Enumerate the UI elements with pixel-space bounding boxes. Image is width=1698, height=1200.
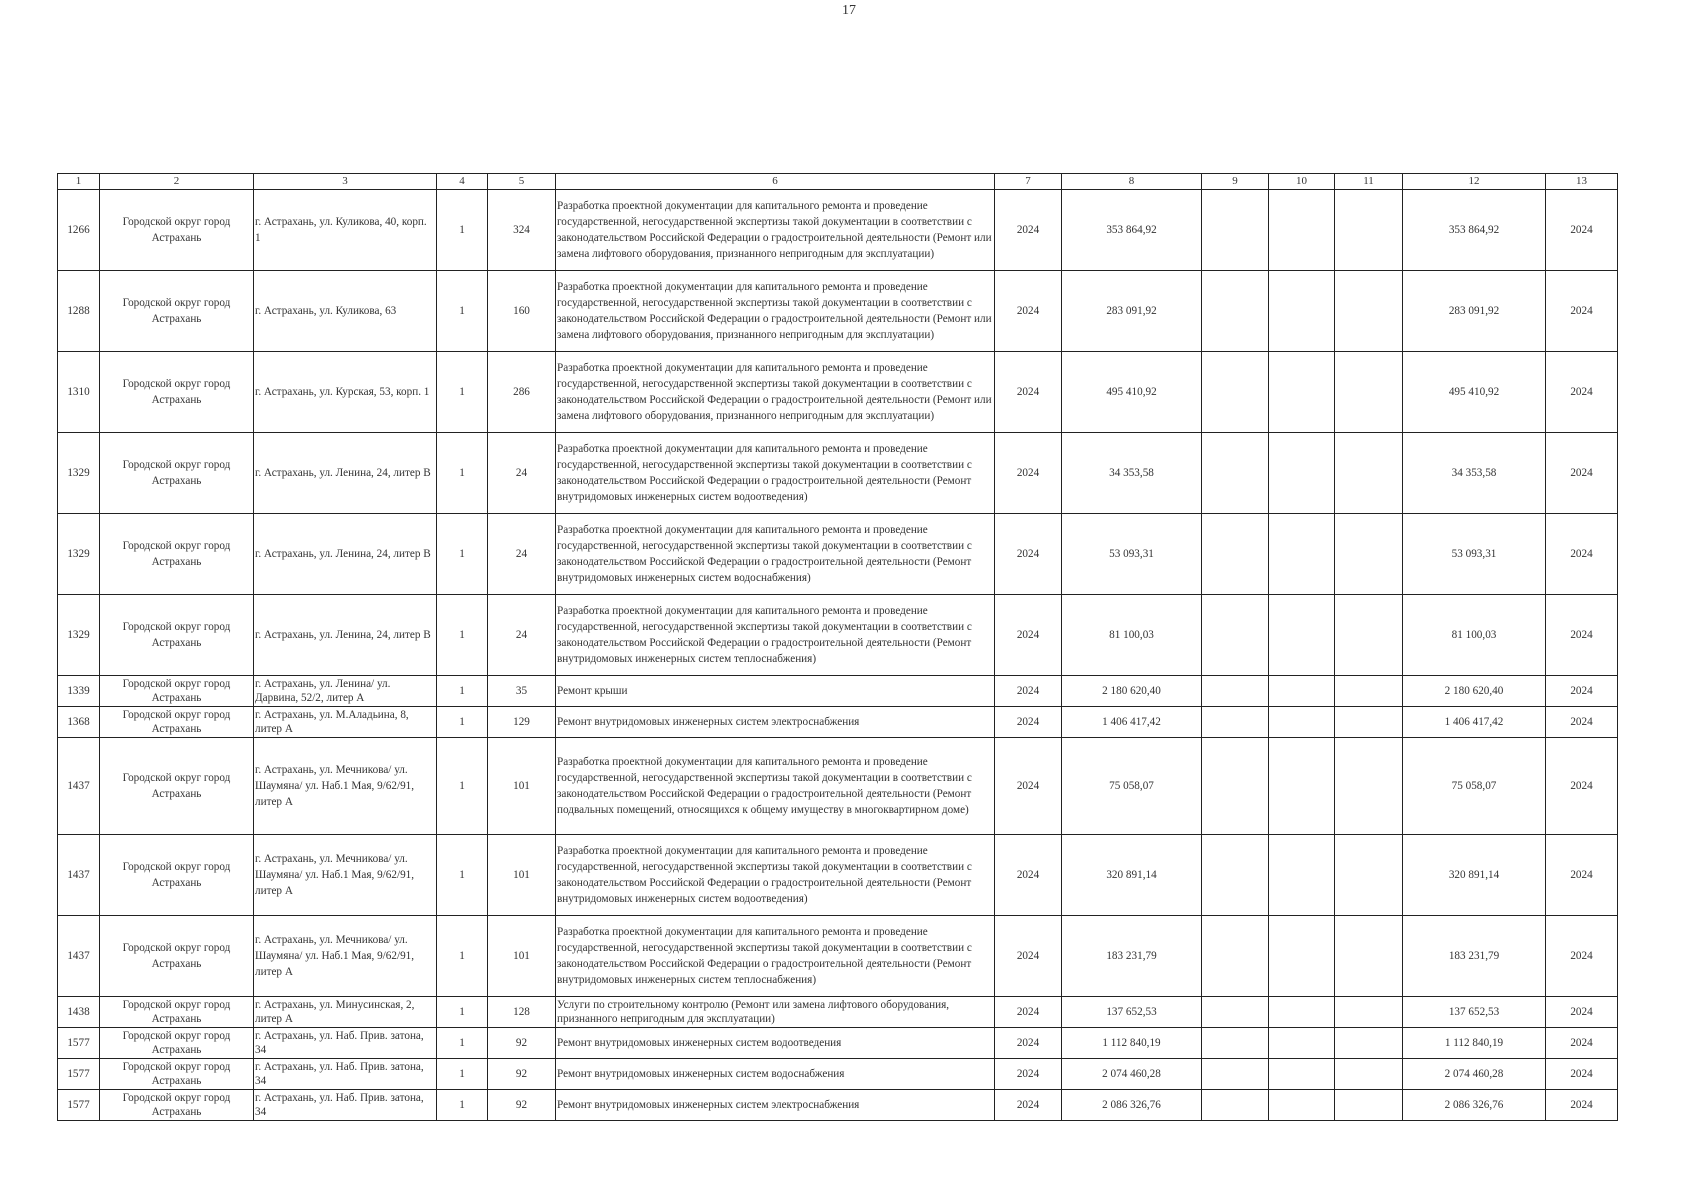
cell-capital-repair-fund: 137 652,53 xyxy=(1403,997,1546,1028)
cell-year: 2024 xyxy=(995,514,1062,595)
cell-completion-year: 2024 xyxy=(1546,1090,1618,1121)
cell-year: 2024 xyxy=(995,997,1062,1028)
cell-fund-a xyxy=(1202,433,1269,514)
table-row xyxy=(58,190,1618,271)
cell-address: г. Астрахань, ул. Наб. Прив. затона, 34 xyxy=(254,1028,437,1059)
cell-total-cost: 283 091,92 xyxy=(1062,271,1202,352)
cell-address: г. Астрахань, ул. Курская, 53, корп. 1 xyxy=(254,352,437,433)
cell-address: г. Астрахань, ул. Ленина, 24, литер В xyxy=(254,433,437,514)
cell-year: 2024 xyxy=(995,271,1062,352)
cell-total-cost: 183 231,79 xyxy=(1062,916,1202,997)
cell-municipality: Городской округ город Астрахань xyxy=(100,676,254,707)
cell-work-type: Разработка проектной документации для капитального ремонта и проведение государственной, негосударственной экспертизы такой документации в соответствии с законодательством Российской Федерации о градостроительной деятельности (Ремонт внутридомовых инженерных систем теплоснабжения) xyxy=(556,916,995,997)
cell-fund-c xyxy=(1335,1059,1403,1090)
cell-count: 1 xyxy=(437,352,488,433)
cell-work-type: Ремонт внутридомовых инженерных систем водоснабжения xyxy=(556,1059,995,1090)
cell-area: 101 xyxy=(488,916,556,997)
table-row xyxy=(58,707,1618,738)
cell-municipality: Городской округ город Астрахань xyxy=(100,916,254,997)
cell-total-cost: 81 100,03 xyxy=(1062,595,1202,676)
cell-fund-a xyxy=(1202,514,1269,595)
cell-count: 1 xyxy=(437,1059,488,1090)
cell-total-cost: 2 074 460,28 xyxy=(1062,1059,1202,1090)
cell-completion-year: 2024 xyxy=(1546,835,1618,916)
cell-work-type: Ремонт крыши xyxy=(556,676,995,707)
cell-area: 128 xyxy=(488,997,556,1028)
cell-municipality: Городской округ город Астрахань xyxy=(100,707,254,738)
cell-capital-repair-fund: 353 864,92 xyxy=(1403,190,1546,271)
cell-fund-a xyxy=(1202,707,1269,738)
cell-fund-a xyxy=(1202,676,1269,707)
cell-count: 1 xyxy=(437,1028,488,1059)
column-number: 9 xyxy=(1202,174,1269,190)
cell-count: 1 xyxy=(437,738,488,835)
cell-fund-a xyxy=(1202,916,1269,997)
cell-address: г. Астрахань, ул. Мечникова/ ул. Шаумяна/ ул. Наб.1 Мая, 9/62/91, литер А xyxy=(254,738,437,835)
column-number: 7 xyxy=(995,174,1062,190)
cell-completion-year: 2024 xyxy=(1546,916,1618,997)
cell-completion-year: 2024 xyxy=(1546,1059,1618,1090)
column-number: 13 xyxy=(1546,174,1618,190)
cell-capital-repair-fund: 75 058,07 xyxy=(1403,738,1546,835)
cell-address: г. Астрахань, ул. Ленина, 24, литер В xyxy=(254,595,437,676)
cell-address: г. Астрахань, ул. Мечникова/ ул. Шаумяна/ ул. Наб.1 Мая, 9/62/91, литер А xyxy=(254,916,437,997)
cell-area: 92 xyxy=(488,1090,556,1121)
cell-row-number: 1288 xyxy=(58,271,100,352)
cell-total-cost: 34 353,58 xyxy=(1062,433,1202,514)
cell-municipality: Городской округ город Астрахань xyxy=(100,190,254,271)
cell-completion-year: 2024 xyxy=(1546,190,1618,271)
cell-capital-repair-fund: 34 353,58 xyxy=(1403,433,1546,514)
column-number: 12 xyxy=(1403,174,1546,190)
cell-row-number: 1438 xyxy=(58,997,100,1028)
cell-total-cost: 2 180 620,40 xyxy=(1062,676,1202,707)
cell-work-type: Услуги по строительному контролю (Ремонт или замена лифтового оборудования, признанного непригодным для эксплуатации) xyxy=(556,997,995,1028)
repair-program-table xyxy=(57,173,1618,1121)
cell-work-type: Ремонт внутридомовых инженерных систем электроснабжения xyxy=(556,707,995,738)
cell-year: 2024 xyxy=(995,595,1062,676)
cell-fund-b xyxy=(1269,676,1335,707)
cell-municipality: Городской округ город Астрахань xyxy=(100,1059,254,1090)
cell-fund-b xyxy=(1269,835,1335,916)
cell-area: 324 xyxy=(488,190,556,271)
cell-completion-year: 2024 xyxy=(1546,352,1618,433)
column-number-row xyxy=(58,174,1618,190)
cell-fund-c xyxy=(1335,676,1403,707)
cell-count: 1 xyxy=(437,190,488,271)
cell-fund-a xyxy=(1202,352,1269,433)
cell-count: 1 xyxy=(437,433,488,514)
page-number: 17 xyxy=(842,3,856,18)
cell-area: 24 xyxy=(488,595,556,676)
cell-address: г. Астрахань, ул. Мечникова/ ул. Шаумяна/ ул. Наб.1 Мая, 9/62/91, литер А xyxy=(254,835,437,916)
cell-fund-c xyxy=(1335,707,1403,738)
cell-municipality: Городской округ город Астрахань xyxy=(100,1028,254,1059)
cell-fund-a xyxy=(1202,1028,1269,1059)
column-number: 8 xyxy=(1062,174,1202,190)
table-row xyxy=(58,1090,1618,1121)
cell-year: 2024 xyxy=(995,352,1062,433)
cell-area: 92 xyxy=(488,1028,556,1059)
cell-total-cost: 75 058,07 xyxy=(1062,738,1202,835)
cell-fund-a xyxy=(1202,1090,1269,1121)
cell-capital-repair-fund: 283 091,92 xyxy=(1403,271,1546,352)
cell-municipality: Городской округ город Астрахань xyxy=(100,738,254,835)
column-number: 3 xyxy=(254,174,437,190)
cell-fund-a xyxy=(1202,738,1269,835)
cell-municipality: Городской округ город Астрахань xyxy=(100,1090,254,1121)
table-row xyxy=(58,1028,1618,1059)
column-number: 11 xyxy=(1335,174,1403,190)
table-row xyxy=(58,997,1618,1028)
cell-fund-c xyxy=(1335,738,1403,835)
cell-capital-repair-fund: 2 074 460,28 xyxy=(1403,1059,1546,1090)
cell-total-cost: 137 652,53 xyxy=(1062,997,1202,1028)
column-number: 1 xyxy=(58,174,100,190)
table-row xyxy=(58,595,1618,676)
table-row xyxy=(58,433,1618,514)
cell-municipality: Городской округ город Астрахань xyxy=(100,433,254,514)
cell-fund-c xyxy=(1335,835,1403,916)
cell-fund-c xyxy=(1335,271,1403,352)
cell-fund-a xyxy=(1202,595,1269,676)
cell-total-cost: 495 410,92 xyxy=(1062,352,1202,433)
cell-fund-a xyxy=(1202,271,1269,352)
cell-fund-b xyxy=(1269,1059,1335,1090)
cell-address: г. Астрахань, ул. Ленина/ ул. Дарвина, 52/2, литер А xyxy=(254,676,437,707)
cell-year: 2024 xyxy=(995,916,1062,997)
cell-municipality: Городской округ город Астрахань xyxy=(100,997,254,1028)
cell-area: 101 xyxy=(488,835,556,916)
table-row xyxy=(58,514,1618,595)
cell-completion-year: 2024 xyxy=(1546,433,1618,514)
cell-fund-a xyxy=(1202,1059,1269,1090)
cell-work-type: Ремонт внутридомовых инженерных систем водоотведения xyxy=(556,1028,995,1059)
cell-fund-c xyxy=(1335,514,1403,595)
cell-area: 286 xyxy=(488,352,556,433)
cell-row-number: 1310 xyxy=(58,352,100,433)
cell-capital-repair-fund: 1 406 417,42 xyxy=(1403,707,1546,738)
cell-completion-year: 2024 xyxy=(1546,271,1618,352)
cell-row-number: 1339 xyxy=(58,676,100,707)
cell-capital-repair-fund: 1 112 840,19 xyxy=(1403,1028,1546,1059)
cell-fund-b xyxy=(1269,707,1335,738)
cell-municipality: Городской округ город Астрахань xyxy=(100,835,254,916)
cell-count: 1 xyxy=(437,595,488,676)
cell-fund-b xyxy=(1269,433,1335,514)
cell-capital-repair-fund: 81 100,03 xyxy=(1403,595,1546,676)
cell-fund-b xyxy=(1269,997,1335,1028)
cell-total-cost: 320 891,14 xyxy=(1062,835,1202,916)
cell-count: 1 xyxy=(437,997,488,1028)
cell-fund-a xyxy=(1202,835,1269,916)
cell-total-cost: 2 086 326,76 xyxy=(1062,1090,1202,1121)
cell-count: 1 xyxy=(437,1090,488,1121)
table-row xyxy=(58,271,1618,352)
cell-fund-a xyxy=(1202,997,1269,1028)
cell-completion-year: 2024 xyxy=(1546,676,1618,707)
cell-municipality: Городской округ город Астрахань xyxy=(100,352,254,433)
cell-count: 1 xyxy=(437,271,488,352)
cell-municipality: Городской округ город Астрахань xyxy=(100,271,254,352)
cell-address: г. Астрахань, ул. Куликова, 40, корп. 1 xyxy=(254,190,437,271)
cell-count: 1 xyxy=(437,676,488,707)
cell-row-number: 1577 xyxy=(58,1059,100,1090)
cell-fund-c xyxy=(1335,433,1403,514)
cell-completion-year: 2024 xyxy=(1546,514,1618,595)
cell-fund-b xyxy=(1269,1028,1335,1059)
cell-row-number: 1577 xyxy=(58,1028,100,1059)
cell-year: 2024 xyxy=(995,676,1062,707)
cell-fund-c xyxy=(1335,1090,1403,1121)
cell-count: 1 xyxy=(437,835,488,916)
cell-municipality: Городской округ город Астрахань xyxy=(100,514,254,595)
cell-capital-repair-fund: 183 231,79 xyxy=(1403,916,1546,997)
cell-fund-b xyxy=(1269,514,1335,595)
table-row xyxy=(58,1059,1618,1090)
cell-work-type: Разработка проектной документации для капитального ремонта и проведение государственной, негосударственной экспертизы такой документации в соответствии с законодательством Российской Федерации о градостроительной деятельности (Ремонт внутридомовых инженерных систем водоснабжения) xyxy=(556,514,995,595)
table-row xyxy=(58,738,1618,835)
cell-fund-c xyxy=(1335,997,1403,1028)
cell-work-type: Ремонт внутридомовых инженерных систем электроснабжения xyxy=(556,1090,995,1121)
cell-area: 101 xyxy=(488,738,556,835)
cell-row-number: 1437 xyxy=(58,835,100,916)
cell-row-number: 1437 xyxy=(58,916,100,997)
cell-work-type: Разработка проектной документации для капитального ремонта и проведение государственной, негосударственной экспертизы такой документации в соответствии с законодательством Российской Федерации о градостроительной деятельности (Ремонт или замена лифтового оборудования, признанного непригодным для эксплуатации) xyxy=(556,352,995,433)
cell-capital-repair-fund: 495 410,92 xyxy=(1403,352,1546,433)
cell-row-number: 1437 xyxy=(58,738,100,835)
cell-address: г. Астрахань, ул. Наб. Прив. затона, 34 xyxy=(254,1090,437,1121)
cell-area: 129 xyxy=(488,707,556,738)
cell-work-type: Разработка проектной документации для капитального ремонта и проведение государственной, негосударственной экспертизы такой документации в соответствии с законодательством Российской Федерации о градостроительной деятельности (Ремонт внутридомовых инженерных систем теплоснабжения) xyxy=(556,595,995,676)
cell-fund-a xyxy=(1202,190,1269,271)
cell-capital-repair-fund: 2 086 326,76 xyxy=(1403,1090,1546,1121)
cell-year: 2024 xyxy=(995,1028,1062,1059)
cell-address: г. Астрахань, ул. М.Аладьина, 8, литер А xyxy=(254,707,437,738)
cell-fund-b xyxy=(1269,352,1335,433)
cell-area: 35 xyxy=(488,676,556,707)
cell-row-number: 1266 xyxy=(58,190,100,271)
cell-fund-b xyxy=(1269,1090,1335,1121)
cell-count: 1 xyxy=(437,514,488,595)
cell-area: 24 xyxy=(488,433,556,514)
cell-fund-b xyxy=(1269,190,1335,271)
cell-year: 2024 xyxy=(995,433,1062,514)
cell-address: г. Астрахань, ул. Ленина, 24, литер В xyxy=(254,514,437,595)
cell-fund-c xyxy=(1335,190,1403,271)
cell-fund-b xyxy=(1269,271,1335,352)
column-number: 4 xyxy=(437,174,488,190)
cell-fund-c xyxy=(1335,352,1403,433)
table-row xyxy=(58,916,1618,997)
cell-municipality: Городской округ город Астрахань xyxy=(100,595,254,676)
table-row xyxy=(58,352,1618,433)
cell-total-cost: 53 093,31 xyxy=(1062,514,1202,595)
cell-row-number: 1329 xyxy=(58,433,100,514)
cell-work-type: Разработка проектной документации для капитального ремонта и проведение государственной, негосударственной экспертизы такой документации в соответствии с законодательством Российской Федерации о градостроительной деятельности (Ремонт подвальных помещений, относящихся к общему имуществу в многоквартирном доме) xyxy=(556,738,995,835)
cell-fund-c xyxy=(1335,916,1403,997)
cell-work-type: Разработка проектной документации для капитального ремонта и проведение государственной, негосударственной экспертизы такой документации в соответствии с законодательством Российской Федерации о градостроительной деятельности (Ремонт или замена лифтового оборудования, признанного непригодным для эксплуатации) xyxy=(556,190,995,271)
cell-completion-year: 2024 xyxy=(1546,707,1618,738)
cell-year: 2024 xyxy=(995,190,1062,271)
table-row xyxy=(58,676,1618,707)
column-number: 10 xyxy=(1269,174,1335,190)
cell-row-number: 1329 xyxy=(58,514,100,595)
cell-row-number: 1368 xyxy=(58,707,100,738)
cell-completion-year: 2024 xyxy=(1546,738,1618,835)
cell-total-cost: 1 406 417,42 xyxy=(1062,707,1202,738)
cell-total-cost: 1 112 840,19 xyxy=(1062,1028,1202,1059)
table-row xyxy=(58,835,1618,916)
cell-address: г. Астрахань, ул. Куликова, 63 xyxy=(254,271,437,352)
cell-capital-repair-fund: 2 180 620,40 xyxy=(1403,676,1546,707)
cell-work-type: Разработка проектной документации для капитального ремонта и проведение государственной, негосударственной экспертизы такой документации в соответствии с законодательством Российской Федерации о градостроительной деятельности (Ремонт внутридомовых инженерных систем водоотведения) xyxy=(556,433,995,514)
cell-count: 1 xyxy=(437,916,488,997)
cell-work-type: Разработка проектной документации для капитального ремонта и проведение государственной, негосударственной экспертизы такой документации в соответствии с законодательством Российской Федерации о градостроительной деятельности (Ремонт внутридомовых инженерных систем водоотведения) xyxy=(556,835,995,916)
cell-capital-repair-fund: 320 891,14 xyxy=(1403,835,1546,916)
cell-area: 92 xyxy=(488,1059,556,1090)
column-number: 6 xyxy=(556,174,995,190)
cell-row-number: 1577 xyxy=(58,1090,100,1121)
cell-work-type: Разработка проектной документации для капитального ремонта и проведение государственной, негосударственной экспертизы такой документации в соответствии с законодательством Российской Федерации о градостроительной деятельности (Ремонт или замена лифтового оборудования, признанного непригодным для эксплуатации) xyxy=(556,271,995,352)
cell-completion-year: 2024 xyxy=(1546,997,1618,1028)
cell-fund-b xyxy=(1269,916,1335,997)
cell-year: 2024 xyxy=(995,835,1062,916)
cell-address: г. Астрахань, ул. Наб. Прив. затона, 34 xyxy=(254,1059,437,1090)
column-number: 2 xyxy=(100,174,254,190)
cell-address: г. Астрахань, ул. Минусинская, 2, литер А xyxy=(254,997,437,1028)
cell-year: 2024 xyxy=(995,707,1062,738)
column-number: 5 xyxy=(488,174,556,190)
cell-completion-year: 2024 xyxy=(1546,595,1618,676)
cell-fund-b xyxy=(1269,738,1335,835)
cell-total-cost: 353 864,92 xyxy=(1062,190,1202,271)
cell-row-number: 1329 xyxy=(58,595,100,676)
cell-fund-c xyxy=(1335,1028,1403,1059)
cell-year: 2024 xyxy=(995,1059,1062,1090)
cell-area: 160 xyxy=(488,271,556,352)
cell-year: 2024 xyxy=(995,1090,1062,1121)
cell-capital-repair-fund: 53 093,31 xyxy=(1403,514,1546,595)
cell-fund-c xyxy=(1335,595,1403,676)
cell-count: 1 xyxy=(437,707,488,738)
cell-area: 24 xyxy=(488,514,556,595)
cell-fund-b xyxy=(1269,595,1335,676)
cell-year: 2024 xyxy=(995,738,1062,835)
cell-completion-year: 2024 xyxy=(1546,1028,1618,1059)
